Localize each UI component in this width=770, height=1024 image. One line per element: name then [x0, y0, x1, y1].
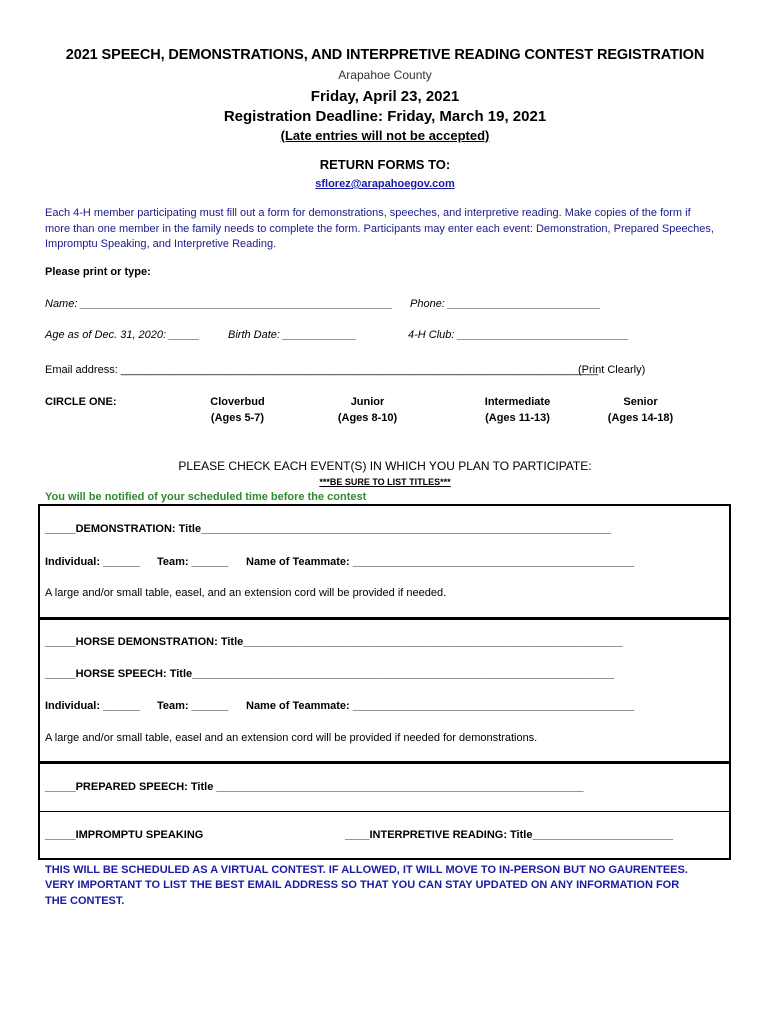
division-ages: (Ages 8-10): [337, 412, 398, 424]
circle-one-label: CIRCLE ONE:: [45, 396, 117, 408]
impromptu-speaking-entry[interactable]: _____IMPROMPTU SPEAKING: [45, 829, 204, 841]
events-instruction: PLEASE CHECK EACH EVENT(S) IN WHICH YOU PLAN TO PARTICIPATE:: [178, 459, 592, 473]
division-name: Intermediate: [484, 396, 551, 408]
team-field[interactable]: Team: ______: [157, 556, 229, 568]
footer-line: THE CONTEST.: [45, 895, 125, 907]
horse-speech-entry[interactable]: _____HORSE SPEECH: Title_____________________________________________________________________: [45, 668, 615, 680]
team-field[interactable]: Team: ______: [157, 700, 229, 712]
division-name: Cloverbud: [210, 396, 265, 408]
division-name: Junior: [350, 396, 385, 408]
intro-paragraph: Each 4-H member participating must fill out a form for demonstrations, speeches, and interpretive reading. Make copies of the form if more than one member in the family needs to complete the form. Participants may enter each event: Demonstration, Prepared Speeches, Impromptu Speaking, and Interpretive Reading.: [45, 207, 714, 250]
form-title: 2021 SPEECH, DEMONSTRATIONS, AND INTERPRETIVE READING CONTEST REGISTRATION: [65, 47, 705, 63]
teammate-field[interactable]: Name of Teammate: ______________________________________________: [246, 700, 635, 712]
email-field[interactable]: Email address: ______________________________________________________________________________: [45, 364, 598, 376]
prepared-speech-entry[interactable]: _____PREPARED SPEECH: Title ____________________________________________________________: [45, 781, 584, 793]
division-ages: (Ages 5-7): [210, 412, 265, 424]
age-field[interactable]: Age as of Dec. 31, 2020: _____: [45, 329, 200, 341]
please-print-label: Please print or type:: [45, 266, 151, 278]
interpretive-reading-entry[interactable]: ____INTERPRETIVE READING: Title_______________________: [345, 829, 674, 841]
footer-line: VERY IMPORTANT TO LIST THE BEST EMAIL ADDRESS SO THAT YOU CAN STAY UPDATED ON ANY INFORMATION FOR: [45, 879, 680, 891]
birth-date-field[interactable]: Birth Date: ____________: [228, 329, 357, 341]
name-field[interactable]: Name: ___________________________________________________: [45, 298, 393, 310]
footer-line: THIS WILL BE SCHEDULED AS A VIRTUAL CONTEST. IF ALLOWED, IT WILL MOVE TO IN-PERSON BUT NO GAURENTEES.: [45, 864, 688, 876]
registration-deadline: Registration Deadline: Friday, March 19, 2021: [223, 108, 547, 125]
demonstration-entry[interactable]: _____DEMONSTRATION: Title___________________________________________________________________: [45, 523, 611, 535]
division-cloverbud[interactable]: [195, 394, 280, 426]
division-name: Senior: [623, 396, 658, 408]
notification-note: You will be notified of your scheduled time before the contest: [45, 491, 367, 503]
list-titles-note: ***BE SURE TO LIST TITLES***: [319, 477, 451, 487]
print-clearly-note: (Print Clearly): [578, 364, 646, 376]
section-divider: [38, 811, 731, 812]
division-senior[interactable]: [598, 394, 683, 426]
return-forms-label: RETURN FORMS TO:: [319, 157, 451, 172]
division-intermediate[interactable]: [470, 394, 565, 426]
contest-date: Friday, April 23, 2021: [310, 88, 460, 105]
teammate-field[interactable]: Name of Teammate: ______________________________________________: [246, 556, 635, 568]
division-ages: (Ages 14-18): [607, 412, 674, 424]
table-note: A large and/or small table, easel and an extension cord will be provided if needed for demonstrations.: [45, 732, 538, 744]
club-field[interactable]: 4-H Club: ____________________________: [408, 329, 629, 341]
individual-field[interactable]: Individual: ______: [45, 700, 140, 712]
county-name: Arapahoe County: [338, 68, 432, 82]
late-entries-notice: (Late entries will not be accepted): [280, 128, 490, 143]
division-junior[interactable]: [325, 394, 410, 426]
table-note: A large and/or small table, easel, and an extension cord will be provided if needed.: [45, 587, 447, 599]
division-ages: (Ages 11-13): [485, 412, 550, 424]
return-email-link[interactable]: sflorez@arapahoegov.com: [315, 178, 455, 190]
individual-field[interactable]: Individual: ______: [45, 556, 140, 568]
phone-field[interactable]: Phone: _________________________: [410, 298, 601, 310]
horse-demonstration-entry[interactable]: _____HORSE DEMONSTRATION: Title______________________________________________________________: [45, 636, 623, 648]
